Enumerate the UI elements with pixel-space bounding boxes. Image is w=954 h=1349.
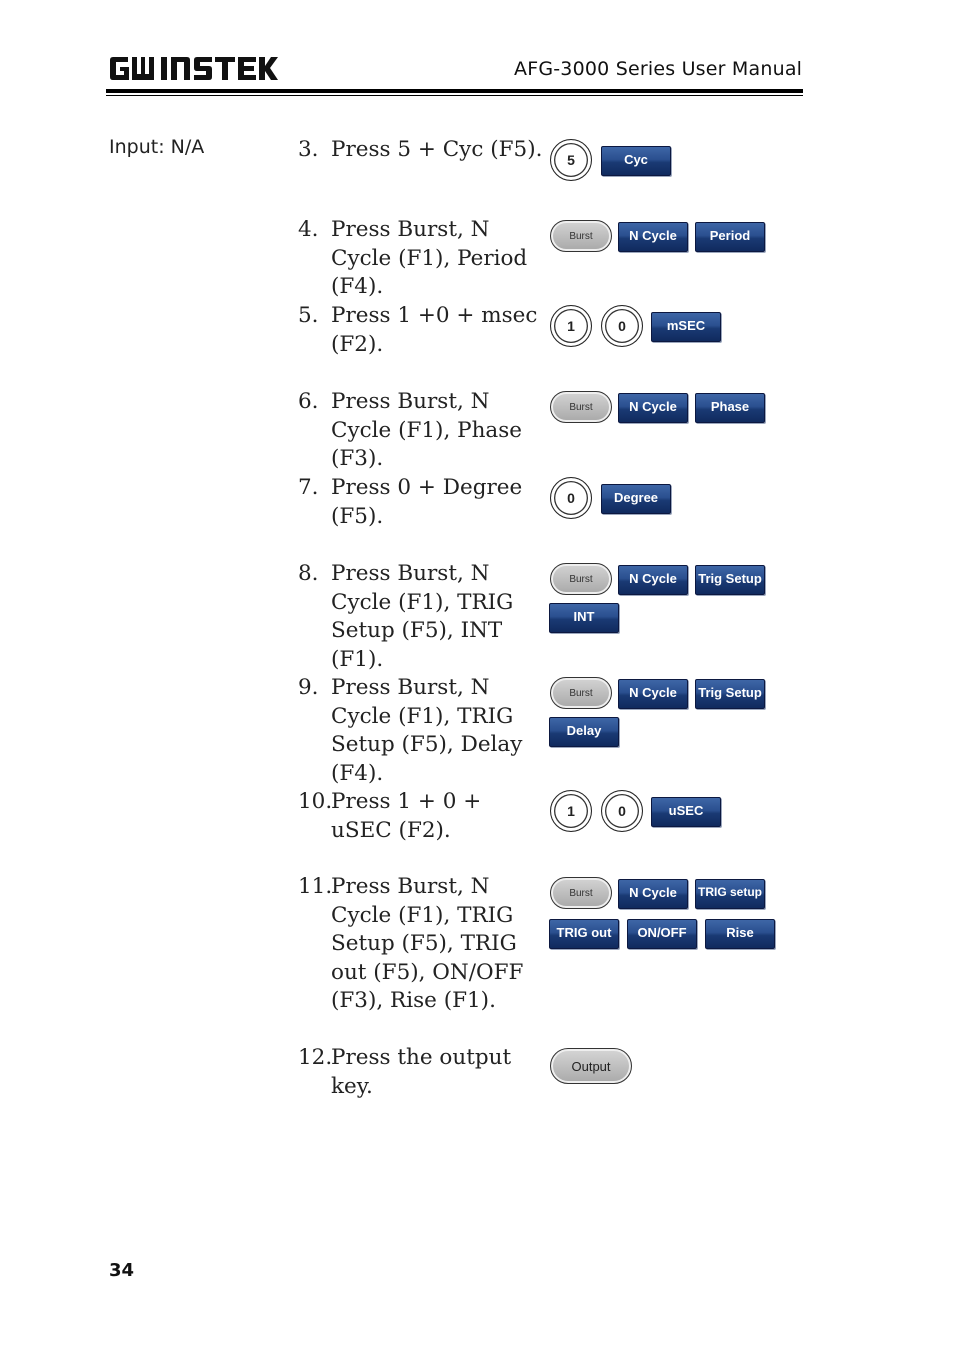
n-cycle-softkey[interactable]: N Cycle: [618, 879, 688, 909]
rise-softkey[interactable]: Rise: [705, 919, 775, 949]
step-text: Press the output key.: [331, 1045, 512, 1099]
burst-button[interactable]: Burst: [550, 391, 612, 423]
step-number: 4.: [298, 217, 319, 242]
output-button[interactable]: Output: [550, 1048, 632, 1084]
key-0-button[interactable]: 0: [601, 790, 643, 832]
period-softkey[interactable]: Period: [695, 222, 765, 252]
step-number: 12.: [298, 1045, 333, 1070]
degree-softkey[interactable]: Degree: [601, 484, 671, 514]
cyc-softkey[interactable]: Cyc: [601, 146, 671, 176]
key-1-button[interactable]: 1: [550, 305, 592, 347]
trig-setup-softkey[interactable]: Trig Setup: [695, 679, 765, 709]
n-cycle-softkey[interactable]: N Cycle: [618, 679, 688, 709]
trig-out-softkey[interactable]: TRIG out: [549, 919, 619, 949]
step-number: 9.: [298, 675, 319, 700]
logo-graphic: [108, 54, 278, 84]
key-0-button[interactable]: 0: [550, 477, 592, 519]
header-rule: [106, 89, 803, 93]
manual-title: AFG-3000 Series User Manual: [514, 58, 803, 80]
step-number: 6.: [298, 389, 319, 414]
step-text: Press 0 + Degree (F5).: [331, 475, 523, 529]
burst-button[interactable]: Burst: [550, 877, 612, 909]
page-number: 34: [109, 1260, 135, 1281]
step-text: Press Burst, N Cycle (F1), Period (F4).: [331, 217, 528, 299]
burst-button[interactable]: Burst: [550, 677, 612, 709]
input-label: Input: N/A: [109, 136, 205, 158]
on-off-softkey[interactable]: ON/OFF: [627, 919, 697, 949]
burst-button[interactable]: Burst: [550, 563, 612, 595]
step-text: Press Burst, N Cycle (F1), TRIG Setup (F5), TRIG out (F5), ON/OFF (F3), Rise (F1).: [331, 874, 524, 1013]
header-rule-thin: [106, 95, 803, 96]
step-text: Press Burst, N Cycle (F1), TRIG Setup (F5), INT (F1).: [331, 561, 514, 672]
int-softkey[interactable]: INT: [549, 603, 619, 633]
phase-softkey[interactable]: Phase: [695, 393, 765, 423]
step-number: 5.: [298, 303, 319, 328]
step-text: Press Burst, N Cycle (F1), TRIG Setup (F5), Delay (F4).: [331, 675, 523, 786]
gw-instek-logo: [108, 54, 278, 84]
burst-button[interactable]: Burst: [550, 220, 612, 252]
key-0-button[interactable]: 0: [601, 305, 643, 347]
step-number: 7.: [298, 475, 319, 500]
step-text: Press 5 + Cyc (F5).: [331, 137, 543, 162]
delay-softkey[interactable]: Delay: [549, 717, 619, 747]
key-1-button[interactable]: 1: [550, 790, 592, 832]
msec-softkey[interactable]: mSEC: [651, 312, 721, 342]
usec-softkey[interactable]: uSEC: [651, 797, 721, 827]
step-text: Press Burst, N Cycle (F1), Phase (F3).: [331, 389, 523, 471]
trig-setup-softkey[interactable]: Trig Setup: [695, 565, 765, 595]
step-number: 11.: [298, 874, 333, 899]
n-cycle-softkey[interactable]: N Cycle: [618, 565, 688, 595]
n-cycle-softkey[interactable]: N Cycle: [618, 393, 688, 423]
step-text: Press 1 + 0 + uSEC (F2).: [331, 789, 482, 843]
step-text: Press 1 +0 + msec (F2).: [331, 303, 538, 357]
step-number: 10.: [298, 789, 333, 814]
trig-setup-softkey[interactable]: TRIG setup: [695, 879, 765, 909]
step-number: 8.: [298, 561, 319, 586]
n-cycle-softkey[interactable]: N Cycle: [618, 222, 688, 252]
step-number: 3.: [298, 137, 319, 162]
key-5-button[interactable]: 5: [550, 139, 592, 181]
